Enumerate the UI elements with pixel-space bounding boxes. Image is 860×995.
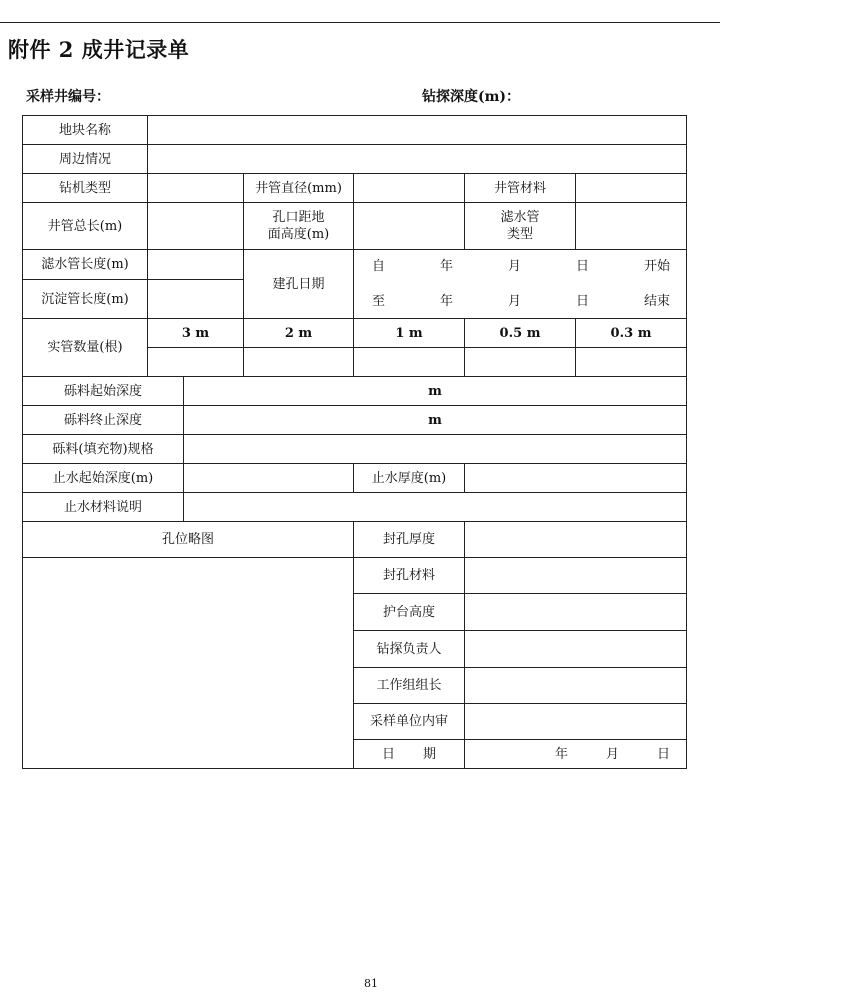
date-label-char1: 日 — [381, 746, 395, 762]
rig-type-field[interactable] — [148, 174, 244, 203]
date-from-year: 年 — [439, 259, 453, 274]
plug-material-field[interactable] — [465, 558, 687, 594]
date-label-char2: 期 — [422, 746, 436, 762]
drill-lead-field[interactable] — [465, 631, 687, 668]
hole-sketch-label: 孔位略图 — [23, 522, 354, 558]
page-title: 附件 2 成井记录单 — [8, 37, 190, 62]
date-from-day: 日 — [575, 259, 589, 274]
well-record-table — [22, 115, 687, 769]
pipe-count-03m-field[interactable] — [576, 348, 687, 377]
page-number: 81 — [364, 977, 378, 990]
gravel-spec-field[interactable] — [184, 435, 687, 464]
casing-diameter-field[interactable] — [354, 174, 465, 203]
screen-length-field[interactable] — [148, 250, 244, 280]
seal-material-desc-label: 止水材料说明 — [23, 493, 184, 522]
pipe-count-3m-field[interactable] — [148, 348, 244, 377]
drill-lead-label: 钻探负责人 — [354, 631, 465, 668]
pipe-size-3m: 3 m — [148, 319, 244, 348]
orifice-height-line1: 孔口距地 — [272, 210, 325, 225]
pipe-count-05m-field[interactable] — [465, 348, 576, 377]
internal-review-label: 采样单位内审 — [354, 704, 465, 740]
surroundings-field[interactable] — [148, 145, 687, 174]
date-from-month: 月 — [507, 259, 521, 274]
plot-name-field[interactable] — [148, 116, 687, 145]
seal-thickness-label: 止水厚度(m) — [354, 464, 465, 493]
casing-diameter-label: 井管直径(mm) — [244, 174, 354, 203]
pipe-count-label: 实管数量(根) — [23, 319, 148, 377]
date-from-prefix: 自 — [372, 259, 386, 274]
gravel-start-label: 砾料起始深度 — [23, 377, 184, 406]
plug-thickness-label: 封孔厚度 — [354, 522, 465, 558]
casing-total-length-field[interactable] — [148, 203, 244, 250]
date-to-day: 日 — [575, 294, 589, 309]
pipe-size-1m: 1 m — [354, 319, 465, 348]
date-to-prefix: 至 — [372, 294, 386, 309]
date-day: 日 — [656, 746, 670, 762]
orifice-height-label — [244, 203, 354, 250]
plug-thickness-field[interactable] — [465, 522, 687, 558]
plug-material-label: 封孔材料 — [354, 558, 465, 594]
screen-type-line1: 滤水管 — [500, 210, 540, 225]
screen-type-field[interactable] — [576, 203, 687, 250]
casing-material-label: 井管材料 — [465, 174, 576, 203]
date-year: 年 — [554, 746, 568, 762]
casing-total-length-label: 井管总长(m) — [23, 203, 148, 250]
pipe-size-2m: 2 m — [244, 319, 354, 348]
platform-height-label: 护台高度 — [354, 594, 465, 631]
screen-type-line2: 类型 — [506, 227, 533, 242]
platform-height-field[interactable] — [465, 594, 687, 631]
date-to-year: 年 — [439, 294, 453, 309]
build-date-label: 建孔日期 — [244, 250, 354, 319]
date-from-start: 开始 — [643, 259, 670, 274]
date-field[interactable] — [465, 740, 687, 769]
date-to-row — [358, 293, 682, 310]
pipe-size-05m: 0.5 m — [465, 319, 576, 348]
hole-sketch-area[interactable] — [23, 558, 354, 769]
date-to-end: 结束 — [643, 294, 670, 309]
orifice-height-field[interactable] — [354, 203, 465, 250]
team-lead-field[interactable] — [465, 668, 687, 704]
screen-type-label — [465, 203, 576, 250]
seal-thickness-field[interactable] — [465, 464, 687, 493]
gravel-end-label: 砾料终止深度 — [23, 406, 184, 435]
settling-length-label: 沉淀管长度(m) — [23, 280, 148, 319]
sample-well-no-label: 采样井编号： — [26, 89, 110, 105]
date-from-row — [358, 258, 682, 275]
build-date-field[interactable] — [354, 250, 687, 319]
pipe-count-1m-field[interactable] — [354, 348, 465, 377]
gravel-spec-label: 砾料(填充物)规格 — [23, 435, 184, 464]
team-lead-label: 工作组组长 — [354, 668, 465, 704]
surroundings-label: 周边情况 — [23, 145, 148, 174]
gravel-start-field[interactable]: m — [184, 377, 687, 406]
drill-depth-label: 钻探深度(m)： — [422, 89, 521, 105]
rig-type-label: 钻机类型 — [23, 174, 148, 203]
date-to-month: 月 — [507, 294, 521, 309]
internal-review-field[interactable] — [465, 704, 687, 740]
casing-material-field[interactable] — [576, 174, 687, 203]
date-month: 月 — [605, 746, 619, 762]
header-rule — [0, 22, 720, 23]
plot-name-label: 地块名称 — [23, 116, 148, 145]
screen-length-label: 滤水管长度(m) — [23, 250, 148, 280]
seal-start-field[interactable] — [184, 464, 354, 493]
pipe-count-2m-field[interactable] — [244, 348, 354, 377]
seal-material-desc-field[interactable] — [184, 493, 687, 522]
gravel-end-field[interactable]: m — [184, 406, 687, 435]
date-label — [354, 740, 465, 769]
pipe-size-03m: 0.3 m — [576, 319, 687, 348]
orifice-height-line2: 面高度(m) — [267, 227, 330, 242]
seal-start-label: 止水起始深度(m) — [23, 464, 184, 493]
settling-length-field[interactable] — [148, 280, 244, 319]
